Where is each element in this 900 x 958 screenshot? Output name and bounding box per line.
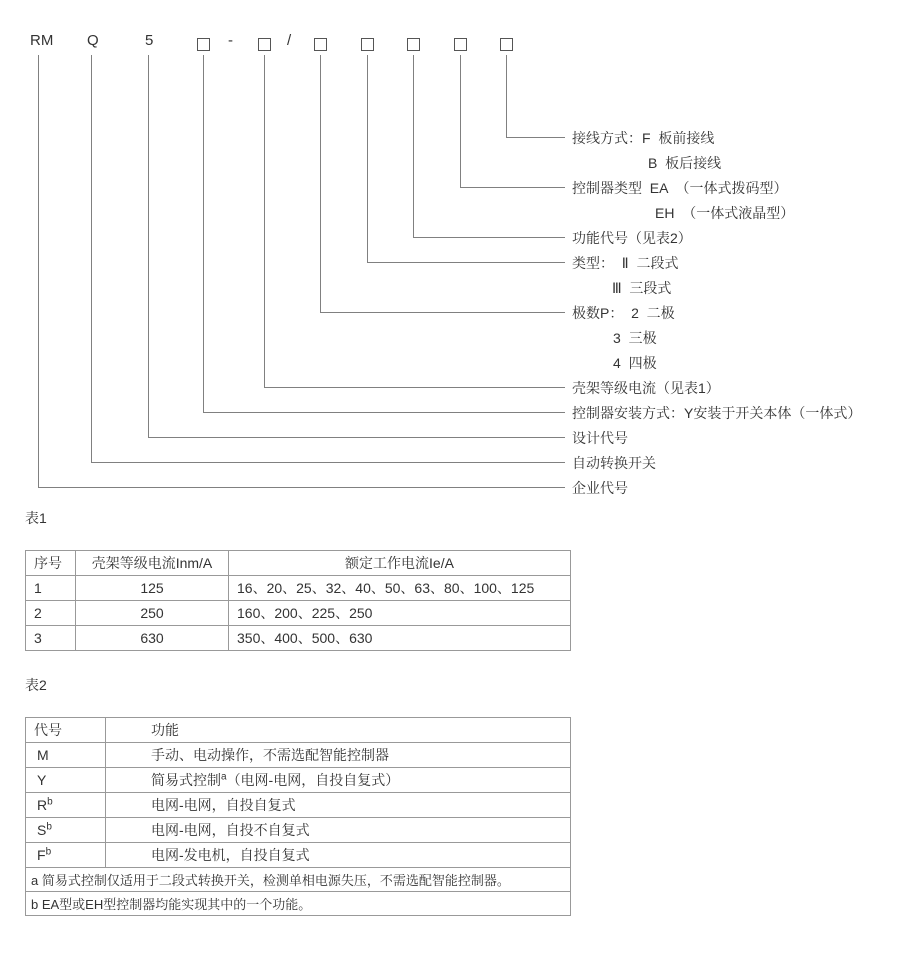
- code-design: 5: [145, 32, 154, 49]
- table2-cell-code: [26, 743, 106, 768]
- function-text-post: （电网-电网，自投自复式）: [226, 772, 400, 788]
- code-box-function: [407, 38, 420, 51]
- table1-cell-rated: 350、400、500、630: [229, 626, 571, 651]
- callout-label-controller-type-eh: EH （一体式液晶型）: [655, 205, 795, 221]
- callout-label-company-code: 企业代号: [572, 480, 628, 496]
- function-superscript: a: [221, 771, 227, 783]
- table1: [25, 550, 571, 651]
- code-superscript: b: [45, 846, 52, 858]
- table2-header-function: 功能: [106, 718, 571, 743]
- table1-cell-rated: 16、20、25、32、40、50、63、80、100、125: [229, 576, 571, 601]
- table1-cell-frame: 250: [76, 601, 229, 626]
- function-text: 手动、电动操作，不需选配智能控制器: [151, 747, 389, 763]
- table1-cell-rated: 160、200、225、250: [229, 601, 571, 626]
- code-box-type: [361, 38, 374, 51]
- function-text: 电网-电网，自投自复式: [151, 797, 296, 813]
- code-text: M: [37, 747, 49, 763]
- table2-note-row: [26, 868, 571, 892]
- table2-cell-code: [26, 843, 106, 868]
- table2-cell-function: [106, 743, 571, 768]
- code-dash: -: [228, 32, 233, 49]
- table1-header-row: [26, 551, 571, 576]
- function-text: 电网-发电机，自投自复式: [151, 847, 310, 863]
- callout-label-controller-mount: 控制器安装方式：Y安装于开关本体（一体式）: [572, 405, 862, 421]
- table1-row: [26, 601, 571, 626]
- code-superscript: b: [46, 821, 52, 833]
- code-box-controller-mount: [197, 38, 210, 51]
- table2-row: [26, 768, 571, 793]
- callout-label-controller-type: 控制器类型 EA （一体式拨码型）: [572, 180, 788, 196]
- callout-line-company-code: [38, 55, 565, 488]
- code-box-controller-type: [454, 38, 467, 51]
- table1-cell-frame: 630: [76, 626, 229, 651]
- callout-label-poles-3: 3 三极: [613, 330, 657, 346]
- table2-cell-code: [26, 818, 106, 843]
- table2-note-b: b EA型或EH型控制器均能实现其中的一个功能。: [26, 892, 571, 916]
- table2-cell-code: [26, 768, 106, 793]
- code-box-frame-current: [258, 38, 271, 51]
- callout-label-wiring: 接线方式：F 板前接线: [572, 130, 715, 146]
- callout-label-type-3: Ⅲ 三段式: [612, 280, 672, 296]
- code-superscript: b: [47, 796, 53, 808]
- code-text: F: [37, 847, 46, 863]
- table2-row: [26, 843, 571, 868]
- table1-cell-index: 1: [26, 576, 76, 601]
- callout-label-poles: 极数P： 2 二极: [572, 305, 675, 321]
- function-text: 电网-电网，自投不自复式: [151, 822, 310, 838]
- table1-header-index: 序号: [26, 551, 76, 576]
- code-text: Y: [37, 772, 47, 788]
- code-box-wiring: [500, 38, 513, 51]
- table2-note-a: a 简易式控制仅适用于二段式转换开关，检测单相电源失压，不需选配智能控制器。: [26, 868, 571, 892]
- table2-cell-function: [106, 768, 571, 793]
- callout-label-type: 类型： Ⅱ 二段式: [572, 255, 679, 271]
- callout-label-frame-current: 壳架等级电流（见表1）: [572, 380, 720, 396]
- code-prefix: RM: [30, 32, 54, 49]
- callout-label-wiring-b: B 板后接线: [648, 155, 722, 171]
- code-box-poles: [314, 38, 327, 51]
- callout-label-design-code: 设计代号: [572, 430, 628, 446]
- table1-cell-index: 3: [26, 626, 76, 651]
- code-category: Q: [87, 32, 99, 49]
- table2-cell-function: [106, 818, 571, 843]
- function-text: 简易式控制: [151, 772, 221, 788]
- table2-header-row: [26, 718, 571, 743]
- table1-caption: 表1: [25, 510, 47, 526]
- table2-note-row: [26, 892, 571, 916]
- table2: [25, 717, 571, 916]
- table2-cell-code: [26, 793, 106, 818]
- table2-caption: 表2: [25, 677, 47, 693]
- table2-row: [26, 743, 571, 768]
- table1-row: [26, 576, 571, 601]
- table2-cell-function: [106, 793, 571, 818]
- code-text: S: [37, 822, 47, 838]
- code-slash: /: [287, 32, 292, 49]
- table1-cell-frame: 125: [76, 576, 229, 601]
- table1-cell-index: 2: [26, 601, 76, 626]
- table2-row: [26, 818, 571, 843]
- callout-label-function-code: 功能代号（见表2）: [572, 230, 692, 246]
- code-text: R: [37, 797, 48, 813]
- callout-label-poles-4: 4 四极: [613, 355, 657, 371]
- table1-header-rated: 额定工作电流Ie/A: [229, 551, 571, 576]
- table2-row: [26, 793, 571, 818]
- table1-row: [26, 626, 571, 651]
- callout-label-transfer-switch: 自动转换开关: [572, 455, 656, 471]
- table2-cell-function: [106, 843, 571, 868]
- table2-header-code: 代号: [26, 718, 106, 743]
- table1-header-frame: 壳架等级电流Inm/A: [76, 551, 229, 576]
